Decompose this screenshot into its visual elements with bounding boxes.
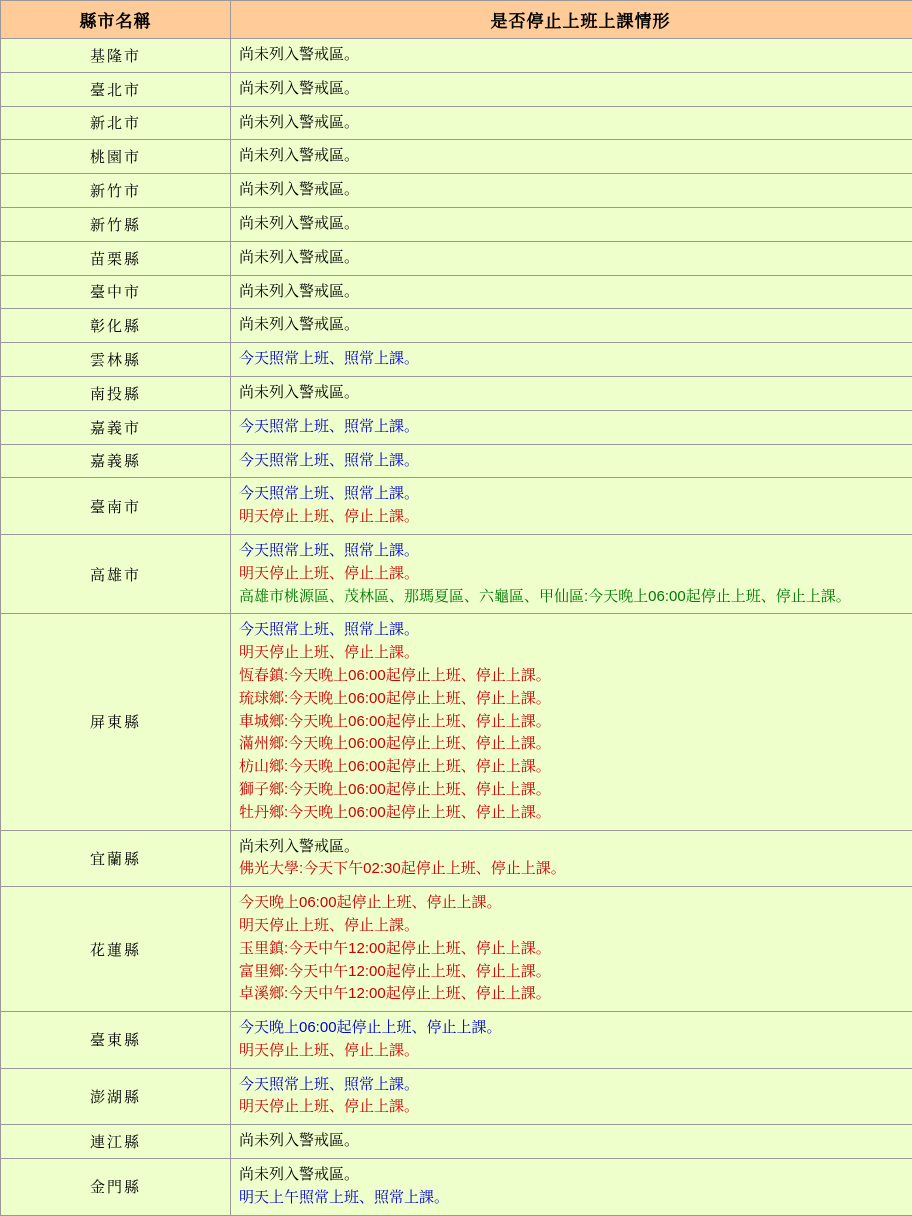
status-line: 明天停止上班、停止上課。 xyxy=(239,642,912,665)
county-name-cell: 臺南市 xyxy=(1,478,231,535)
table-row xyxy=(1,478,912,535)
table-row xyxy=(1,275,912,309)
table-row xyxy=(1,887,912,1012)
status-cell xyxy=(231,410,912,444)
status-line: 佛光大學:今天下午02:30起停止上班、停止上課。 xyxy=(239,858,912,881)
status-cell xyxy=(231,534,912,613)
table-row xyxy=(1,534,912,613)
table-row xyxy=(1,207,912,241)
status-line: 卓溪鄉:今天中午12:00起停止上班、停止上課。 xyxy=(239,983,912,1006)
table-header-row xyxy=(1,1,912,39)
status-line: 富里鄉:今天中午12:00起停止上班、停止上課。 xyxy=(239,961,912,984)
county-name-cell: 花蓮縣 xyxy=(1,887,231,1012)
status-line: 枋山鄉:今天晚上06:00起停止上班、停止上課。 xyxy=(239,756,912,779)
county-name-cell: 金門縣 xyxy=(1,1159,231,1216)
status-line: 今天照常上班、照常上課。 xyxy=(239,416,912,439)
county-name-cell: 臺東縣 xyxy=(1,1012,231,1069)
column-header-status: 是否停止上班上課情形 xyxy=(231,1,912,39)
county-name-cell: 澎湖縣 xyxy=(1,1068,231,1125)
status-cell xyxy=(231,343,912,377)
county-name-cell: 臺中市 xyxy=(1,275,231,309)
status-line: 獅子鄉:今天晚上06:00起停止上班、停止上課。 xyxy=(239,779,912,802)
county-name-cell: 南投縣 xyxy=(1,376,231,410)
status-line: 尚未列入警戒區。 xyxy=(239,281,912,304)
status-line: 今天照常上班、照常上課。 xyxy=(239,348,912,371)
status-cell xyxy=(231,1012,912,1069)
status-cell xyxy=(231,106,912,140)
status-cell xyxy=(231,1159,912,1216)
status-line: 尚未列入警戒區。 xyxy=(239,247,912,270)
table-row xyxy=(1,343,912,377)
status-line: 尚未列入警戒區。 xyxy=(239,112,912,135)
county-name-cell: 高雄市 xyxy=(1,534,231,613)
status-line: 尚未列入警戒區。 xyxy=(239,78,912,101)
county-name-cell: 基隆市 xyxy=(1,39,231,73)
status-cell xyxy=(231,39,912,73)
table-row xyxy=(1,1125,912,1159)
table-row xyxy=(1,241,912,275)
county-name-cell: 苗栗縣 xyxy=(1,241,231,275)
status-cell xyxy=(231,207,912,241)
status-line: 尚未列入警戒區。 xyxy=(239,1130,912,1153)
status-line: 今天照常上班、照常上課。 xyxy=(239,1074,912,1097)
county-name-cell: 宜蘭縣 xyxy=(1,830,231,887)
table-row xyxy=(1,410,912,444)
status-line: 明天停止上班、停止上課。 xyxy=(239,915,912,938)
status-line: 明天上午照常上班、照常上課。 xyxy=(239,1187,912,1210)
table-row xyxy=(1,614,912,830)
status-cell xyxy=(231,1068,912,1125)
status-cell xyxy=(231,376,912,410)
status-line: 今天晚上06:00起停止上班、停止上課。 xyxy=(239,1017,912,1040)
status-line: 尚未列入警戒區。 xyxy=(239,44,912,67)
county-name-cell: 屏東縣 xyxy=(1,614,231,830)
status-line: 明天停止上班、停止上課。 xyxy=(239,1096,912,1119)
status-line: 明天停止上班、停止上課。 xyxy=(239,1040,912,1063)
status-line: 尚未列入警戒區。 xyxy=(239,213,912,236)
county-name-cell: 嘉義市 xyxy=(1,410,231,444)
status-line: 恆春鎮:今天晚上06:00起停止上班、停止上課。 xyxy=(239,665,912,688)
status-cell xyxy=(231,830,912,887)
status-line: 尚未列入警戒區。 xyxy=(239,145,912,168)
status-cell xyxy=(231,444,912,478)
status-cell xyxy=(231,614,912,830)
table-row xyxy=(1,1159,912,1216)
table-row xyxy=(1,309,912,343)
status-cell xyxy=(231,241,912,275)
county-name-cell: 彰化縣 xyxy=(1,309,231,343)
status-cell xyxy=(231,72,912,106)
status-line: 玉里鎮:今天中午12:00起停止上班、停止上課。 xyxy=(239,938,912,961)
status-line: 明天停止上班、停止上課。 xyxy=(239,563,912,586)
status-cell xyxy=(231,309,912,343)
status-line: 車城鄉:今天晚上06:00起停止上班、停止上課。 xyxy=(239,711,912,734)
table-row xyxy=(1,1012,912,1069)
table-row xyxy=(1,140,912,174)
status-line: 尚未列入警戒區。 xyxy=(239,179,912,202)
table-body xyxy=(1,39,912,1216)
county-name-cell: 新竹縣 xyxy=(1,207,231,241)
status-cell xyxy=(231,174,912,208)
status-line: 尚未列入警戒區。 xyxy=(239,314,912,337)
county-name-cell: 新竹市 xyxy=(1,174,231,208)
table-row xyxy=(1,106,912,140)
status-line: 今天照常上班、照常上課。 xyxy=(239,450,912,473)
status-line: 高雄市桃源區、茂林區、那瑪夏區、六龜區、甲仙區:今天晚上06:00起停止上班、停止上課。 xyxy=(239,586,912,609)
table-row xyxy=(1,444,912,478)
status-line: 滿州鄉:今天晚上06:00起停止上班、停止上課。 xyxy=(239,733,912,756)
county-name-cell: 新北市 xyxy=(1,106,231,140)
status-cell xyxy=(231,140,912,174)
table-head xyxy=(1,1,912,39)
status-line: 尚未列入警戒區。 xyxy=(239,836,912,859)
status-cell xyxy=(231,1125,912,1159)
status-line: 今天照常上班、照常上課。 xyxy=(239,540,912,563)
table-row xyxy=(1,72,912,106)
table-row xyxy=(1,174,912,208)
status-cell xyxy=(231,887,912,1012)
status-line: 今天照常上班、照常上課。 xyxy=(239,619,912,642)
status-line: 尚未列入警戒區。 xyxy=(239,382,912,405)
status-line: 今天晚上06:00起停止上班、停止上課。 xyxy=(239,892,912,915)
county-name-cell: 連江縣 xyxy=(1,1125,231,1159)
column-header-county: 縣市名稱 xyxy=(1,1,231,39)
status-line: 尚未列入警戒區。 xyxy=(239,1164,912,1187)
county-name-cell: 臺北市 xyxy=(1,72,231,106)
status-line: 明天停止上班、停止上課。 xyxy=(239,506,912,529)
table-row xyxy=(1,39,912,73)
status-cell xyxy=(231,478,912,535)
status-line: 今天照常上班、照常上課。 xyxy=(239,483,912,506)
table-row xyxy=(1,1068,912,1125)
county-name-cell: 雲林縣 xyxy=(1,343,231,377)
county-name-cell: 嘉義縣 xyxy=(1,444,231,478)
status-line: 牡丹鄉:今天晚上06:00起停止上班、停止上課。 xyxy=(239,802,912,825)
county-name-cell: 桃園市 xyxy=(1,140,231,174)
status-line: 琉球鄉:今天晚上06:00起停止上班、停止上課。 xyxy=(239,688,912,711)
status-cell xyxy=(231,275,912,309)
table-row xyxy=(1,830,912,887)
table-row xyxy=(1,376,912,410)
